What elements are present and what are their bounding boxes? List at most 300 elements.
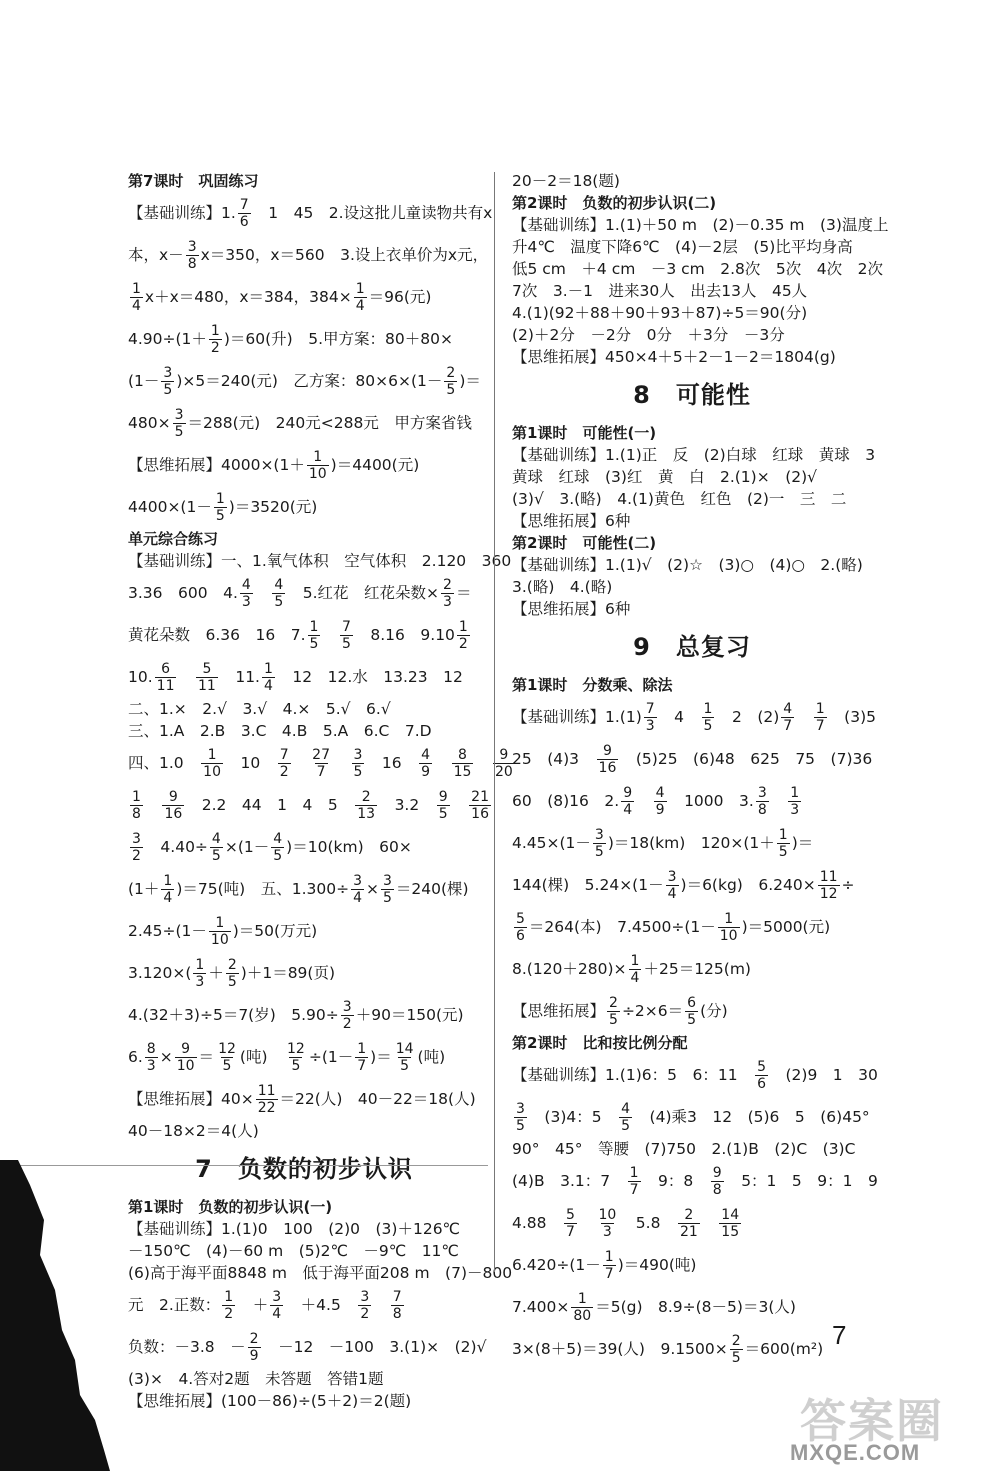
answer-line: [128, 910, 480, 952]
fraction-numerator: 1: [207, 747, 217, 763]
fraction-denominator: 2: [342, 1016, 352, 1032]
answer-line: [512, 554, 872, 576]
fraction-denominator: 5: [703, 718, 713, 734]
fraction: [571, 1291, 593, 1324]
fraction-denominator: 21: [679, 1224, 698, 1240]
answer-text: (3)√ 3.(略) 4.(1)黄色 红色 (2)一 三 二: [512, 490, 847, 508]
answer-text: )＝6(kg) 6.240×: [680, 876, 816, 894]
answer-line: [512, 1160, 878, 1202]
answer-text: [796, 708, 812, 726]
answer-line: [512, 1096, 872, 1138]
answer-line: [128, 234, 489, 276]
fraction-numerator: 11: [819, 869, 838, 885]
answer-text: )＝: [459, 372, 481, 390]
section-heading: 第2课时 比和按比例分配: [512, 1034, 688, 1052]
fraction-denominator: 2: [224, 1306, 234, 1322]
fraction: [278, 747, 291, 780]
fraction-numerator: 1: [778, 827, 788, 843]
fraction: [457, 619, 470, 652]
fraction: [162, 789, 184, 822]
answer-line: [512, 346, 872, 368]
answer-line: [512, 1244, 872, 1286]
fraction: [193, 957, 206, 990]
fraction-numerator: 2: [609, 995, 618, 1011]
watermark-logo: 答案圈: [800, 1394, 944, 1448]
fraction-numerator: 27: [312, 747, 330, 763]
fraction: [437, 789, 450, 822]
fraction-numerator: 1: [313, 449, 323, 465]
fraction-numerator: 8: [458, 747, 467, 763]
fraction-denominator: 9: [655, 802, 665, 818]
fraction-numerator: 6: [687, 995, 697, 1011]
answer-text: 11.: [219, 668, 260, 686]
fraction: [271, 831, 284, 864]
fraction: [270, 1289, 283, 1322]
fraction: [755, 1059, 768, 1092]
fraction: [564, 1207, 577, 1240]
fraction-denominator: 4: [132, 298, 141, 314]
fraction: [130, 281, 143, 314]
fraction-numerator: 4: [211, 831, 221, 847]
answer-text: 【基础训练】1.(1)＋50 m (2)－0.35 m (3)温度上: [512, 216, 889, 234]
answer-text: ÷: [841, 876, 855, 894]
answer-line: [128, 994, 480, 1036]
answer-text: ＝600(m²): [744, 1340, 824, 1358]
fraction: [262, 661, 275, 694]
fraction: [355, 1041, 368, 1074]
fraction: [352, 747, 365, 780]
answer-text: ＝: [455, 584, 472, 602]
fraction-denominator: 3: [146, 1058, 156, 1074]
fraction-numerator: 3: [667, 869, 677, 885]
answer-line: [512, 780, 872, 822]
answer-text: 4.(1)(92＋88＋90＋93＋87)÷5＝90(分): [512, 304, 808, 322]
fraction-numerator: 9: [603, 743, 612, 759]
fraction-numerator: 1: [195, 957, 205, 973]
fraction: [248, 1331, 261, 1364]
answer-text: 【思维拓展】4000×(1＋: [128, 456, 305, 474]
fraction-numerator: 9: [712, 1165, 722, 1181]
fraction-denominator: 2: [458, 636, 468, 652]
answer-text: ＋4.5: [285, 1296, 357, 1314]
answer-text: －150℃ (4)－60 m (5)2℃ －9℃ 11℃: [128, 1242, 459, 1260]
answer-text: x＝350，x＝560 3.设上衣单价为x元，: [200, 246, 489, 264]
watermark-site: MXQE.COM: [790, 1440, 921, 1465]
fraction-denominator: 8: [187, 256, 197, 272]
fraction-denominator: 5: [687, 1012, 697, 1028]
fraction: [196, 661, 218, 694]
answer-text: 10.: [128, 668, 153, 686]
answer-text: ＋: [208, 964, 224, 982]
fraction-denominator: 9: [421, 764, 431, 780]
fraction: [685, 995, 698, 1028]
fraction: [351, 873, 364, 906]
fraction-denominator: 3: [195, 974, 205, 990]
fraction-denominator: 7: [357, 1058, 367, 1074]
answer-text: (2)9 1 30: [769, 1066, 878, 1084]
fraction-numerator: 9: [438, 789, 448, 805]
fraction: [629, 953, 642, 986]
answer-text: 480×: [128, 414, 171, 432]
fraction: [603, 1249, 616, 1282]
answer-text: 本，x－: [128, 246, 184, 264]
fraction-denominator: 5: [174, 424, 184, 440]
fraction: [678, 1207, 700, 1240]
fraction-numerator: 1: [630, 953, 640, 969]
answer-text: [702, 1214, 718, 1232]
section-heading: 第1课时 分数乘、除法: [512, 676, 673, 694]
fraction-denominator: 7: [783, 718, 793, 734]
answer-text: [322, 626, 338, 644]
chapter-heading: 8 可能性: [633, 381, 751, 409]
answer-text: 20－2＝18(题): [512, 172, 620, 190]
fraction-denominator: 7: [316, 764, 326, 780]
answer-text: (4)乘3 12 (5)6 5 (6)45°: [634, 1108, 870, 1126]
answer-text: ＝240(棵): [395, 880, 469, 898]
answer-text: ＝264(本) 7.4500÷(1－: [528, 918, 716, 936]
fraction: [355, 789, 377, 822]
fraction-denominator: 11: [198, 678, 216, 694]
fraction: [161, 365, 174, 398]
answer-text: ×: [366, 880, 379, 898]
fraction: [702, 701, 715, 734]
fraction: [719, 1207, 741, 1240]
answer-text: 【基础训练】1.(1): [512, 708, 642, 726]
column-divider: [494, 172, 495, 1272]
answer-line: [128, 402, 480, 444]
fraction: [209, 323, 222, 356]
answer-line: [128, 550, 512, 572]
fraction-numerator: 5: [566, 1207, 575, 1223]
answer-line: [512, 1328, 872, 1370]
fraction-numerator: 1: [132, 789, 141, 805]
fraction-numerator: 21: [471, 789, 489, 805]
answer-text: (3)4：5: [528, 1108, 618, 1126]
fraction: [155, 661, 177, 694]
answer-text: 4.88: [512, 1214, 563, 1232]
fraction-denominator: 5: [594, 844, 604, 860]
fraction: [814, 701, 827, 734]
answer-text: 8.16 9.10: [354, 626, 455, 644]
fraction-denominator: 5: [383, 890, 392, 906]
fraction-denominator: 5: [222, 1058, 232, 1074]
fraction-numerator: 3: [383, 873, 392, 889]
fraction-numerator: 2: [361, 789, 371, 805]
answer-text: [434, 754, 450, 772]
answer-text: (5)25 (6)48 625 75 (7)36: [620, 750, 873, 768]
fraction: [210, 831, 223, 864]
fraction-numerator: 3: [594, 827, 604, 843]
answer-text: 【思维拓展】6种: [512, 512, 631, 530]
fraction: [441, 577, 454, 610]
fraction-denominator: 4: [623, 802, 633, 818]
answer-line: [128, 614, 480, 656]
answer-line: [512, 466, 872, 488]
section-heading: 第2课时 负数的初步认识(二): [512, 194, 717, 212]
fraction-numerator: 7: [341, 619, 351, 635]
fraction-numerator: 12: [218, 1041, 236, 1057]
answer-line: [512, 258, 883, 280]
answer-text: 4.90÷(1＋: [128, 330, 207, 348]
section-heading: 第1课时 负数的初步认识(一): [128, 1198, 333, 1216]
answer-text: 3.2: [379, 796, 435, 814]
answer-text: [255, 584, 271, 602]
answer-text: )＝4400(元): [330, 456, 420, 474]
answer-text: 2.45÷(1－: [128, 922, 207, 940]
fraction-denominator: 10: [176, 1058, 195, 1074]
fraction: [354, 281, 367, 314]
answer-line: [512, 864, 872, 906]
fraction: [593, 827, 606, 860]
answer-text: ＝288(元) 240元<288元 甲方案省钱: [187, 414, 472, 432]
fraction: [238, 197, 251, 230]
answer-line: [512, 444, 876, 466]
fraction-numerator: 1: [224, 1289, 234, 1305]
answer-text: )＝: [791, 834, 814, 852]
answer-line: [512, 948, 872, 990]
answer-line: [128, 486, 480, 528]
fraction-numerator: 5: [516, 911, 525, 927]
fraction-denominator: 5: [227, 974, 237, 990]
answer-text: [579, 1214, 595, 1232]
answer-text: 2 (2): [716, 708, 780, 726]
answer-text: (4)B 3.1：7: [512, 1172, 626, 1190]
fraction-numerator: 1: [703, 701, 713, 717]
fraction-denominator: 5: [609, 1012, 618, 1028]
fraction-numerator: 1: [132, 281, 141, 297]
answer-text: 4400×(1－: [128, 498, 212, 516]
answer-text: 4.45×(1－: [512, 834, 591, 852]
fraction: [788, 785, 801, 818]
answer-line: [128, 1368, 480, 1390]
fraction-numerator: 4: [655, 785, 665, 801]
answer-line: [512, 822, 872, 864]
fraction: [145, 1041, 158, 1074]
fraction-numerator: 2: [446, 365, 456, 381]
fraction-denominator: 10: [719, 928, 738, 944]
answer-line: [512, 302, 872, 324]
fraction-denominator: 5: [163, 382, 173, 398]
fraction: [777, 827, 790, 860]
answer-line: [128, 1120, 480, 1142]
answer-text: [334, 754, 350, 772]
answer-line: [128, 276, 480, 318]
answer-text: ×(1－: [224, 838, 270, 856]
answer-text: ＝5(g) 8.9÷(8－5)＝3(人): [595, 1298, 796, 1316]
answer-text: [452, 796, 468, 814]
fraction-denominator: 4: [667, 886, 677, 902]
fraction-denominator: 4: [353, 890, 362, 906]
fraction-denominator: 3: [602, 1224, 612, 1240]
fraction: [256, 1083, 278, 1116]
fraction-numerator: 11: [257, 1083, 276, 1099]
answer-line: [512, 280, 872, 302]
answer-text: [475, 754, 491, 772]
fraction-numerator: 6: [161, 661, 171, 677]
fraction-numerator: 9: [168, 789, 178, 805]
answer-text: (6)高于海平面8848 m 低于海平面208 m (7)－800: [128, 1264, 513, 1282]
fraction-denominator: 8: [132, 806, 141, 822]
answer-line: [128, 1284, 480, 1326]
answer-text: )＝50(万元): [232, 922, 318, 940]
fraction: [597, 743, 619, 776]
fraction-numerator: 3: [353, 873, 362, 889]
answer-line: [128, 720, 480, 742]
fraction: [514, 1101, 527, 1134]
answer-text: 12 12.水 13.23 12: [276, 668, 463, 686]
answer-text: )＝5000(元): [741, 918, 831, 936]
section-heading: 第1课时 可能性(一): [512, 424, 657, 442]
fraction: [358, 1289, 371, 1322]
fraction-denominator: 16: [598, 760, 617, 776]
answer-text: 【基础训练】1.(1)正 反 (2)白球 红球 黄球 3: [512, 446, 876, 464]
answer-line: [128, 868, 480, 910]
fraction-numerator: 4: [421, 747, 431, 763]
fraction-denominator: 16: [164, 806, 183, 822]
answer-text: )＝10(km) 60×: [286, 838, 412, 856]
fraction-denominator: 2: [279, 764, 289, 780]
fraction: [381, 873, 394, 906]
fraction: [394, 1041, 416, 1074]
fraction-denominator: 2: [360, 1306, 370, 1322]
answer-line: [512, 906, 872, 948]
answer-text: [293, 754, 309, 772]
fraction-denominator: 5: [621, 1118, 631, 1134]
answer-text: 2.2 44 1 4 5: [186, 796, 354, 814]
fraction-denominator: 5: [353, 764, 363, 780]
fraction-numerator: 7: [279, 747, 289, 763]
fraction: [209, 915, 231, 948]
answer-line: [128, 698, 480, 720]
answer-text: ×: [159, 1048, 173, 1066]
answer-line: [128, 1326, 487, 1368]
fraction: [730, 1333, 743, 1366]
answer-line: [512, 1202, 872, 1244]
fraction: [130, 789, 143, 822]
answer-text: －12 －100 3.(1)× (2)√: [262, 1338, 487, 1356]
fraction: [469, 789, 491, 822]
answer-line: [128, 952, 480, 994]
fraction-numerator: 3: [163, 365, 173, 381]
answer-line: [128, 572, 480, 614]
fraction-numerator: 14: [395, 1041, 414, 1057]
fraction-numerator: 4: [621, 1101, 631, 1117]
answer-text: 4.40÷: [144, 838, 208, 856]
answer-line: [128, 318, 480, 360]
fraction-denominator: 2: [210, 340, 220, 356]
answer-text: 四、1.0: [128, 754, 200, 772]
fraction-denominator: 7: [604, 1266, 614, 1282]
fraction-denominator: 6: [516, 928, 525, 944]
fraction-numerator: 9: [181, 1041, 191, 1057]
fraction-denominator: 2: [132, 848, 141, 864]
fraction: [391, 1289, 404, 1322]
fraction-denominator: 11: [156, 678, 175, 694]
answer-text: (1＋: [128, 880, 160, 898]
fraction: [654, 785, 667, 818]
fraction-numerator: 3: [757, 785, 767, 801]
fraction-denominator: 10: [210, 932, 229, 948]
answer-text: ÷(1－: [308, 1048, 354, 1066]
fraction: [216, 1041, 238, 1074]
section-heading: 第2课时 可能性(二): [512, 534, 657, 552]
fraction-denominator: 8: [757, 802, 767, 818]
fraction-denominator: 15: [721, 1224, 740, 1240]
answer-text: 【思维拓展】: [512, 1002, 606, 1020]
fraction-numerator: 3: [360, 1289, 370, 1305]
fraction-denominator: 4: [630, 970, 640, 986]
fraction-denominator: 10: [203, 764, 221, 780]
fraction-numerator: 1: [263, 661, 273, 677]
answer-text: 60 (8)16 2.: [512, 792, 620, 810]
fraction-denominator: 16: [471, 806, 489, 822]
fraction-numerator: 3: [516, 1101, 525, 1117]
fraction-numerator: 9: [499, 747, 509, 763]
fraction: [514, 911, 527, 944]
fraction-numerator: 1: [163, 873, 173, 889]
fraction-denominator: 8: [392, 1306, 402, 1322]
fraction-numerator: 14: [721, 1207, 740, 1223]
answer-text: 7次 3.－1 进来30人 出去13人 45人: [512, 282, 808, 300]
fraction-denominator: 22: [257, 1100, 276, 1116]
fraction-denominator: 15: [453, 764, 472, 780]
answer-line: [128, 656, 480, 698]
fraction: [621, 785, 634, 818]
fraction-denominator: 5: [309, 636, 319, 652]
fraction-denominator: 10: [308, 466, 327, 482]
fraction-denominator: 12: [819, 886, 838, 902]
answer-line: [512, 1286, 872, 1328]
fraction-denominator: 9: [249, 1348, 259, 1364]
chapter-heading: 9 总复习: [633, 633, 751, 661]
answer-text: ＝96(元): [368, 288, 432, 306]
fraction-numerator: 2: [249, 1331, 259, 1347]
page-number: 7: [832, 1320, 847, 1350]
fraction: [419, 747, 432, 780]
fraction: [308, 619, 321, 652]
answer-text: 负数：－3.8 －: [128, 1338, 246, 1356]
answer-text: 【基础训练】1.(1)0 100 (2)0 (3)＋126℃: [128, 1220, 460, 1238]
fraction-denominator: 6: [239, 214, 249, 230]
fraction-denominator: 5: [291, 1058, 301, 1074]
answer-text: 3×(8＋5)＝39(人) 9.1500×: [512, 1340, 728, 1358]
answer-text: )＋1＝89(页): [240, 964, 336, 982]
fraction: [711, 1165, 724, 1198]
fraction-denominator: 4: [355, 298, 365, 314]
answer-text: 5.8: [620, 1214, 676, 1232]
fraction-numerator: 1: [629, 1165, 639, 1181]
answer-text: )＝490(吨): [617, 1256, 697, 1274]
fraction-numerator: 1: [604, 1249, 614, 1265]
answer-text: 1 45 2.设这批儿童读物共有x: [252, 204, 493, 222]
fraction-denominator: 4: [263, 678, 273, 694]
answer-text: 黄球 红球 (3)红 黄 白 2.(1)× (2)√: [512, 468, 818, 486]
answer-text: 5：1 5 9：1 9: [725, 1172, 878, 1190]
fraction-denominator: 3: [790, 802, 800, 818]
answer-text: 8.(120＋280)×: [512, 960, 627, 978]
torn-page-edge: [0, 1160, 110, 1471]
answer-line: [128, 1390, 480, 1412]
chapter-heading: 7 负数的初步认识: [195, 1155, 413, 1183]
answer-text: 3.36 600 4.: [128, 584, 238, 602]
answer-text: 25 (4)3: [512, 750, 595, 768]
answer-line: [512, 1054, 878, 1096]
answer-line: [128, 1078, 480, 1120]
fraction-denominator: 5: [341, 636, 351, 652]
answer-text: 3.120×(: [128, 964, 192, 982]
fraction: [285, 1041, 307, 1074]
fraction-denominator: 7: [566, 1224, 575, 1240]
